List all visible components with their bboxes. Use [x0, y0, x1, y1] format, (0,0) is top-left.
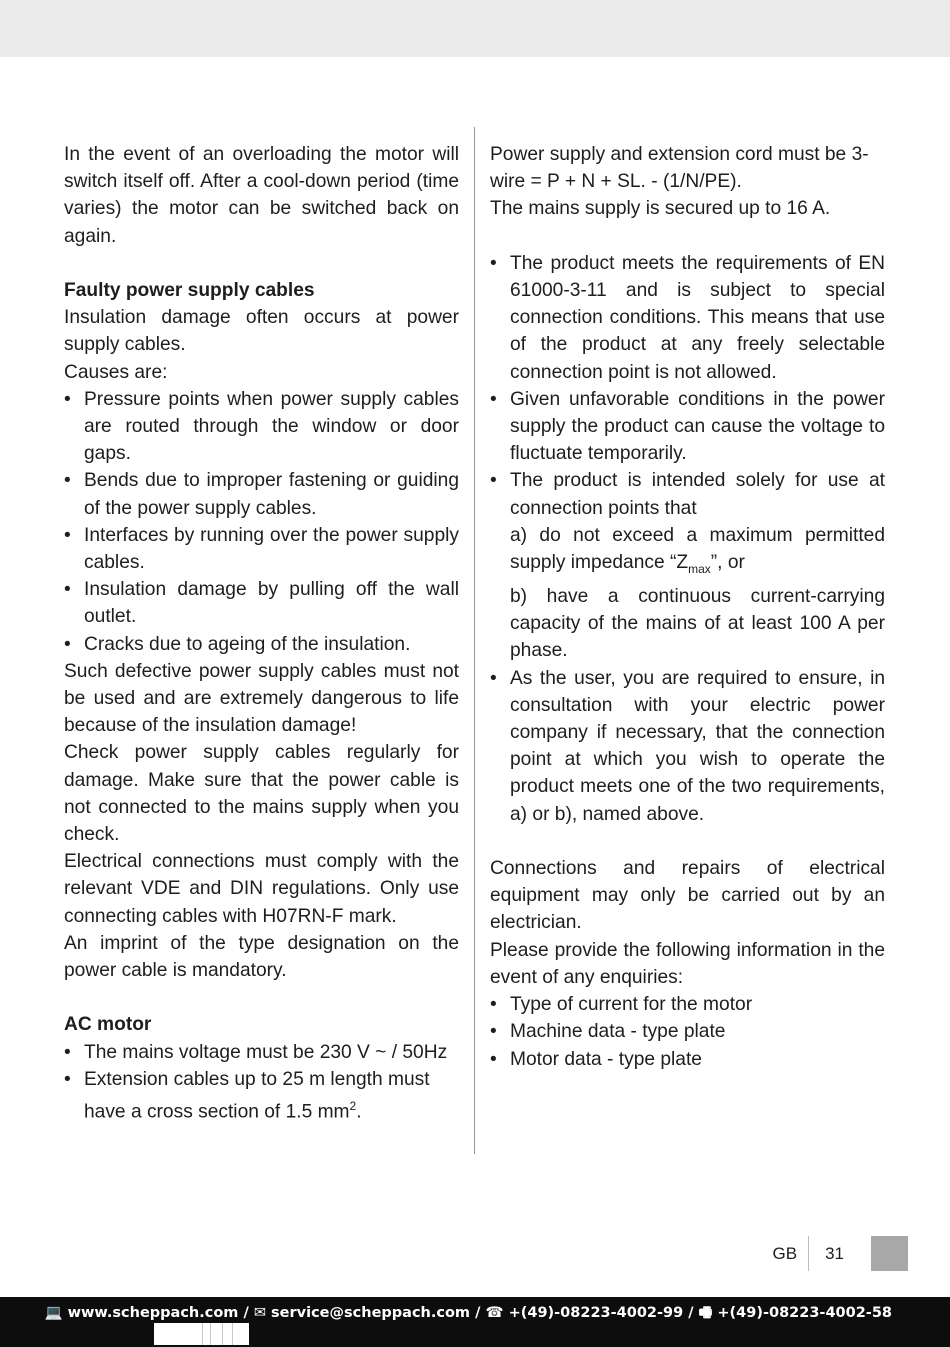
bullet-icon: •: [490, 1021, 497, 1043]
list-item: • Extension cables up to 25 m length must have a cross section of 1.5 $mm^2$.: [64, 1066, 459, 1126]
ac-motor-heading: AC motor: [64, 1014, 152, 1036]
check-paragraph: Check power supply cables regularly for damage. Make sure that the power cable is not connected to the mains supply when you check.: [64, 742, 459, 846]
bullet-icon: •: [64, 524, 71, 546]
enquiries-paragraph: Please provide the following information in the event of any enquiries:: [490, 939, 885, 988]
page-footer-info: [773, 1236, 908, 1271]
page-marker: [871, 1236, 908, 1271]
spacer: [490, 828, 885, 855]
conditions-list: [490, 250, 885, 828]
spacer: [64, 984, 459, 1011]
list-item: • Given unfavorable conditions in the power supply the product can cause the voltage to fluctuate temporarily.: [490, 386, 885, 468]
list-item: • Interfaces by running over the power supply cables.: [64, 522, 459, 576]
bullet-icon: •: [490, 994, 497, 1016]
list-item: • Machine data - type plate: [490, 1018, 885, 1045]
bullet-icon: •: [490, 667, 497, 689]
list-item: • Bends due to improper fastening or guiding of the power supply cables.: [64, 467, 459, 521]
bullet-icon: •: [64, 1041, 71, 1063]
bullet-icon: •: [490, 252, 497, 274]
spacer: [490, 223, 885, 250]
bullet-icon: •: [64, 633, 71, 655]
insulation-paragraph: Insulation damage often occurs at power supply cables.: [64, 307, 459, 356]
bullet-icon: •: [490, 1048, 497, 1070]
causes-list: [64, 386, 459, 658]
column-divider: [474, 127, 475, 1154]
phone-icon: ☎: [485, 1305, 504, 1321]
website-link[interactable]: www.scheppach.com /: [67, 1305, 249, 1321]
bullet-icon: •: [64, 388, 71, 410]
page-header-band: [0, 0, 950, 57]
list-item: • Type of current for the motor: [490, 991, 885, 1018]
danger-paragraph: Such defective power supply cables must not be used and are extremely dangerous to life because of the insulation damage!: [64, 660, 459, 737]
electrician-paragraph: Connections and repairs of electrical equipment may only be carried out by an electrician.: [490, 858, 885, 934]
bullet-icon: •: [64, 470, 71, 492]
enquiries-list: [490, 991, 885, 1073]
language-label: GB: [772, 1243, 798, 1263]
ac-motor-list: [64, 1039, 459, 1126]
list-item: • Cracks due to ageing of the insulation.: [64, 631, 459, 658]
mail-icon: ✉: [253, 1305, 266, 1321]
right-column: [490, 141, 885, 1073]
page-number: 31: [825, 1243, 844, 1263]
list-item: • Insulation damage by pulling off the wall outlet.: [64, 576, 459, 630]
phone-number: +(49)-08223-4002-99 /: [508, 1305, 694, 1321]
list-item: • Pressure points when power supply cables are routed through the window or door gaps.: [64, 386, 459, 468]
list-item: • Motor data - type plate: [490, 1046, 885, 1073]
bullet-icon: •: [490, 470, 497, 492]
spacer: [64, 250, 459, 277]
computer-icon: 💻: [44, 1305, 63, 1321]
email-link[interactable]: service@scheppach.com /: [271, 1305, 481, 1321]
list-item: • The product is intended solely for use at connection points that a) do not exceed a maximum permitted supply impedance “$Z_{max}$”, or b) have a continuous current-carrying capacity of the mains of at least 100 A per phase.: [490, 467, 885, 664]
list-item: • As the user, you are required to ensure, in consultation with your electric power company if necessary, that the connection point at which you wish to operate the product meets one of the two requirements, a) or b), named above.: [490, 665, 885, 828]
faulty-cables-heading: Faulty power supply cables: [64, 280, 315, 301]
bullet-icon: •: [64, 1068, 71, 1090]
fax-icon: 🖷: [698, 1305, 713, 1321]
list-item: • The product meets the requirements of EN 61000-3-11 and is subject to special connection conditions. This means that use of the product at any freely selectable connection point is not allowed.: [490, 250, 885, 386]
fuse-paragraph: The mains supply is secured up to 16 A.: [490, 198, 831, 220]
print-strip: [154, 1323, 249, 1345]
causes-label: Causes are:: [64, 361, 168, 383]
contact-bar: [0, 1297, 950, 1347]
bullet-icon: •: [490, 388, 497, 410]
regulations-paragraph: Electrical connections must comply with the relevant VDE and DIN regulations. Only use connecting cables with H07RN-F mark.: [64, 851, 459, 927]
overload-paragraph: In the event of an overloading the motor will switch itself off. After a cool-down period (time varies) the motor can be switched back on again.: [64, 144, 459, 247]
left-column: [64, 141, 459, 1126]
list-item: • The mains voltage must be 230 V ~ / 50Hz: [64, 1039, 459, 1066]
fax-number: +(49)-08223-4002-58: [717, 1305, 892, 1321]
wire-paragraph: Power supply and extension cord must be 3-wire = P + N + SL. - (1/N/PE).: [490, 144, 869, 193]
bullet-icon: •: [64, 579, 71, 601]
imprint-paragraph: An imprint of the type designation on the power cable is mandatory.: [64, 932, 459, 982]
